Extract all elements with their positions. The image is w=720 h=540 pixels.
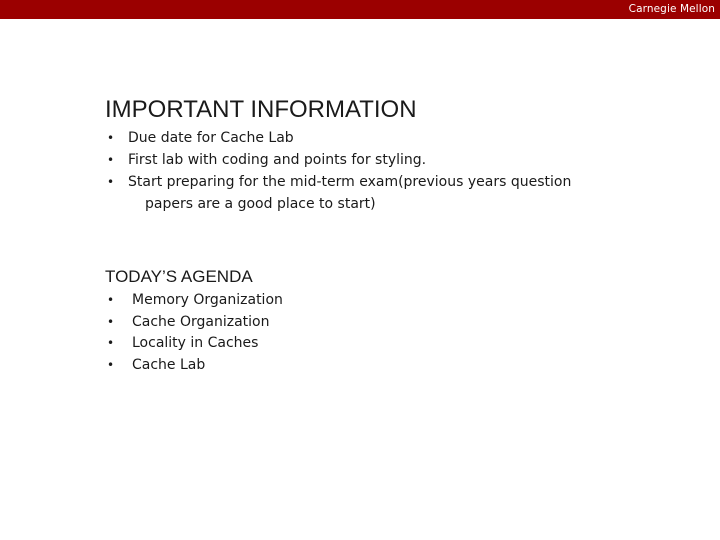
list-item-text: Locality in Caches bbox=[132, 335, 259, 351]
bullet-icon: • bbox=[107, 293, 115, 307]
list-item bbox=[107, 290, 407, 312]
bullet-icon: • bbox=[107, 314, 115, 329]
bullet-icon: • bbox=[107, 153, 115, 167]
bullet-icon: • bbox=[107, 175, 115, 189]
list-item-text: Cache Lab bbox=[132, 356, 206, 373]
list-item bbox=[107, 149, 627, 171]
list-item-text: Cache Organization bbox=[132, 313, 270, 330]
bullet-icon: • bbox=[107, 336, 115, 350]
list-item-text: First lab with coding and points for styling. bbox=[128, 152, 427, 168]
brand-label: Carnegie Mellon bbox=[628, 3, 715, 15]
list-item-continuation: papers are a good place to start) bbox=[145, 196, 376, 212]
bullet-icon: • bbox=[107, 131, 115, 145]
list-item-text: Memory Organization bbox=[132, 292, 283, 308]
important-list bbox=[107, 127, 627, 215]
list-item bbox=[107, 127, 627, 149]
list-item-text: Due date for Cache Lab bbox=[128, 130, 294, 146]
agenda-list bbox=[107, 290, 407, 376]
list-item bbox=[107, 312, 407, 334]
list-item bbox=[107, 171, 627, 215]
list-item-text: Start preparing for the mid-term exam(previous years question bbox=[128, 174, 572, 190]
bullet-icon: • bbox=[107, 357, 115, 372]
agenda-title: TODAY’S AGENDA bbox=[105, 267, 253, 286]
important-title: IMPORTANT INFORMATION bbox=[105, 96, 417, 123]
list-item bbox=[107, 333, 407, 355]
header-bar bbox=[0, 0, 720, 19]
list-item bbox=[107, 355, 407, 377]
